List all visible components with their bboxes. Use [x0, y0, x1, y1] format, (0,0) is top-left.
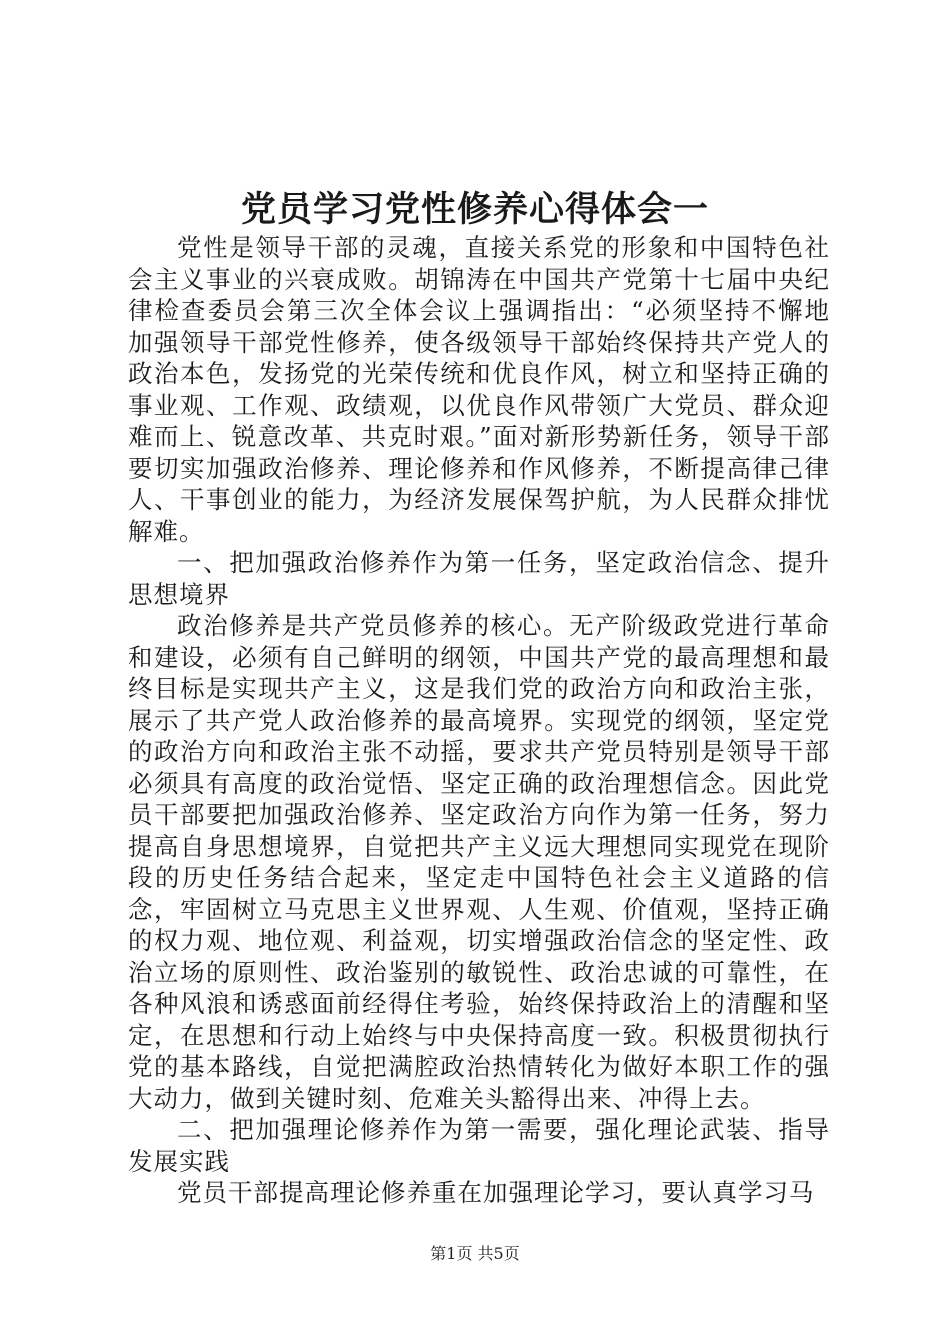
document-title: 党员学习党性修养心得体会一: [240, 190, 709, 230]
document-body: [128, 232, 830, 1209]
paragraph-intro: 党性是领导干部的灵魂，直接关系党的形象和中国特色社会主义事业的兴衰成败。胡锦涛在中国共产党第十七届中央纪律检查委员会第三次全体会议上强调指出：“必须坚持不懈地加强领导干部党性修养，使各级领导干部始终保持共产党人的政治本色，发扬党的光荣传统和优良作风，树立和坚持正确的事业观、工作观、政绩观，以优良作风带领广大党员、群众迎难而上、锐意改革、共克时艰。”面对新形势新任务，领导干部要切实加强政治修养、理论修养和作风修养，不断提高律己律人、干事创业的能力，为经济发展保驾护航，为人民群众排忧解难。: [128, 233, 830, 546]
section-heading-2: 二、把加强理论修养作为第一需要，强化理论武装、指导发展实践: [128, 1115, 830, 1176]
paragraph-political: 政治修养是共产党员修养的核心。无产阶级政党进行革命和建设，必须有自己鲜明的纲领，中国共产党的最高理想和最终目标是实现共产主义，这是我们党的政治方向和政治主张，展示了共产党人政治修养的最高境界。实现党的纲领，坚定党的政治方向和政治主张不动摇，要求共产党员特别是领导干部必须具有高度的政治觉悟、坚定正确的政治理想信念。因此党员干部要把加强政治修养、坚定政治方向作为第一任务，努力提高自身思想境界，自觉把共产主义远大理想同实现党在现阶段的历史任务结合起来，坚定走中国特色社会主义道路的信念，牢固树立马克思主义世界观、人生观、价值观，坚持正确的权力观、地位观、利益观，切实增强政治信念的坚定性、政治立场的原则性、政治鉴别的敏锐性、政治忠诚的可靠性，在各种风浪和诱惑面前经得住考验，始终保持政治上的清醒和坚定，在思想和行动上始终与中央保持高度一致。积极贯彻执行党的基本路线，自觉把满腔政治热情转化为做好本职工作的强大动力，做到关键时刻、危难关头豁得出来、冲得上去。: [128, 611, 830, 1113]
page-footer: 第1页 共5页: [430, 1244, 520, 1263]
section-heading-1: 一、把加强政治修养作为第一任务，坚定政治信念、提升思想境界: [128, 548, 830, 609]
paragraph-theory: 党员干部提高理论修养重在加强理论学习，要认真学习马: [177, 1178, 815, 1207]
